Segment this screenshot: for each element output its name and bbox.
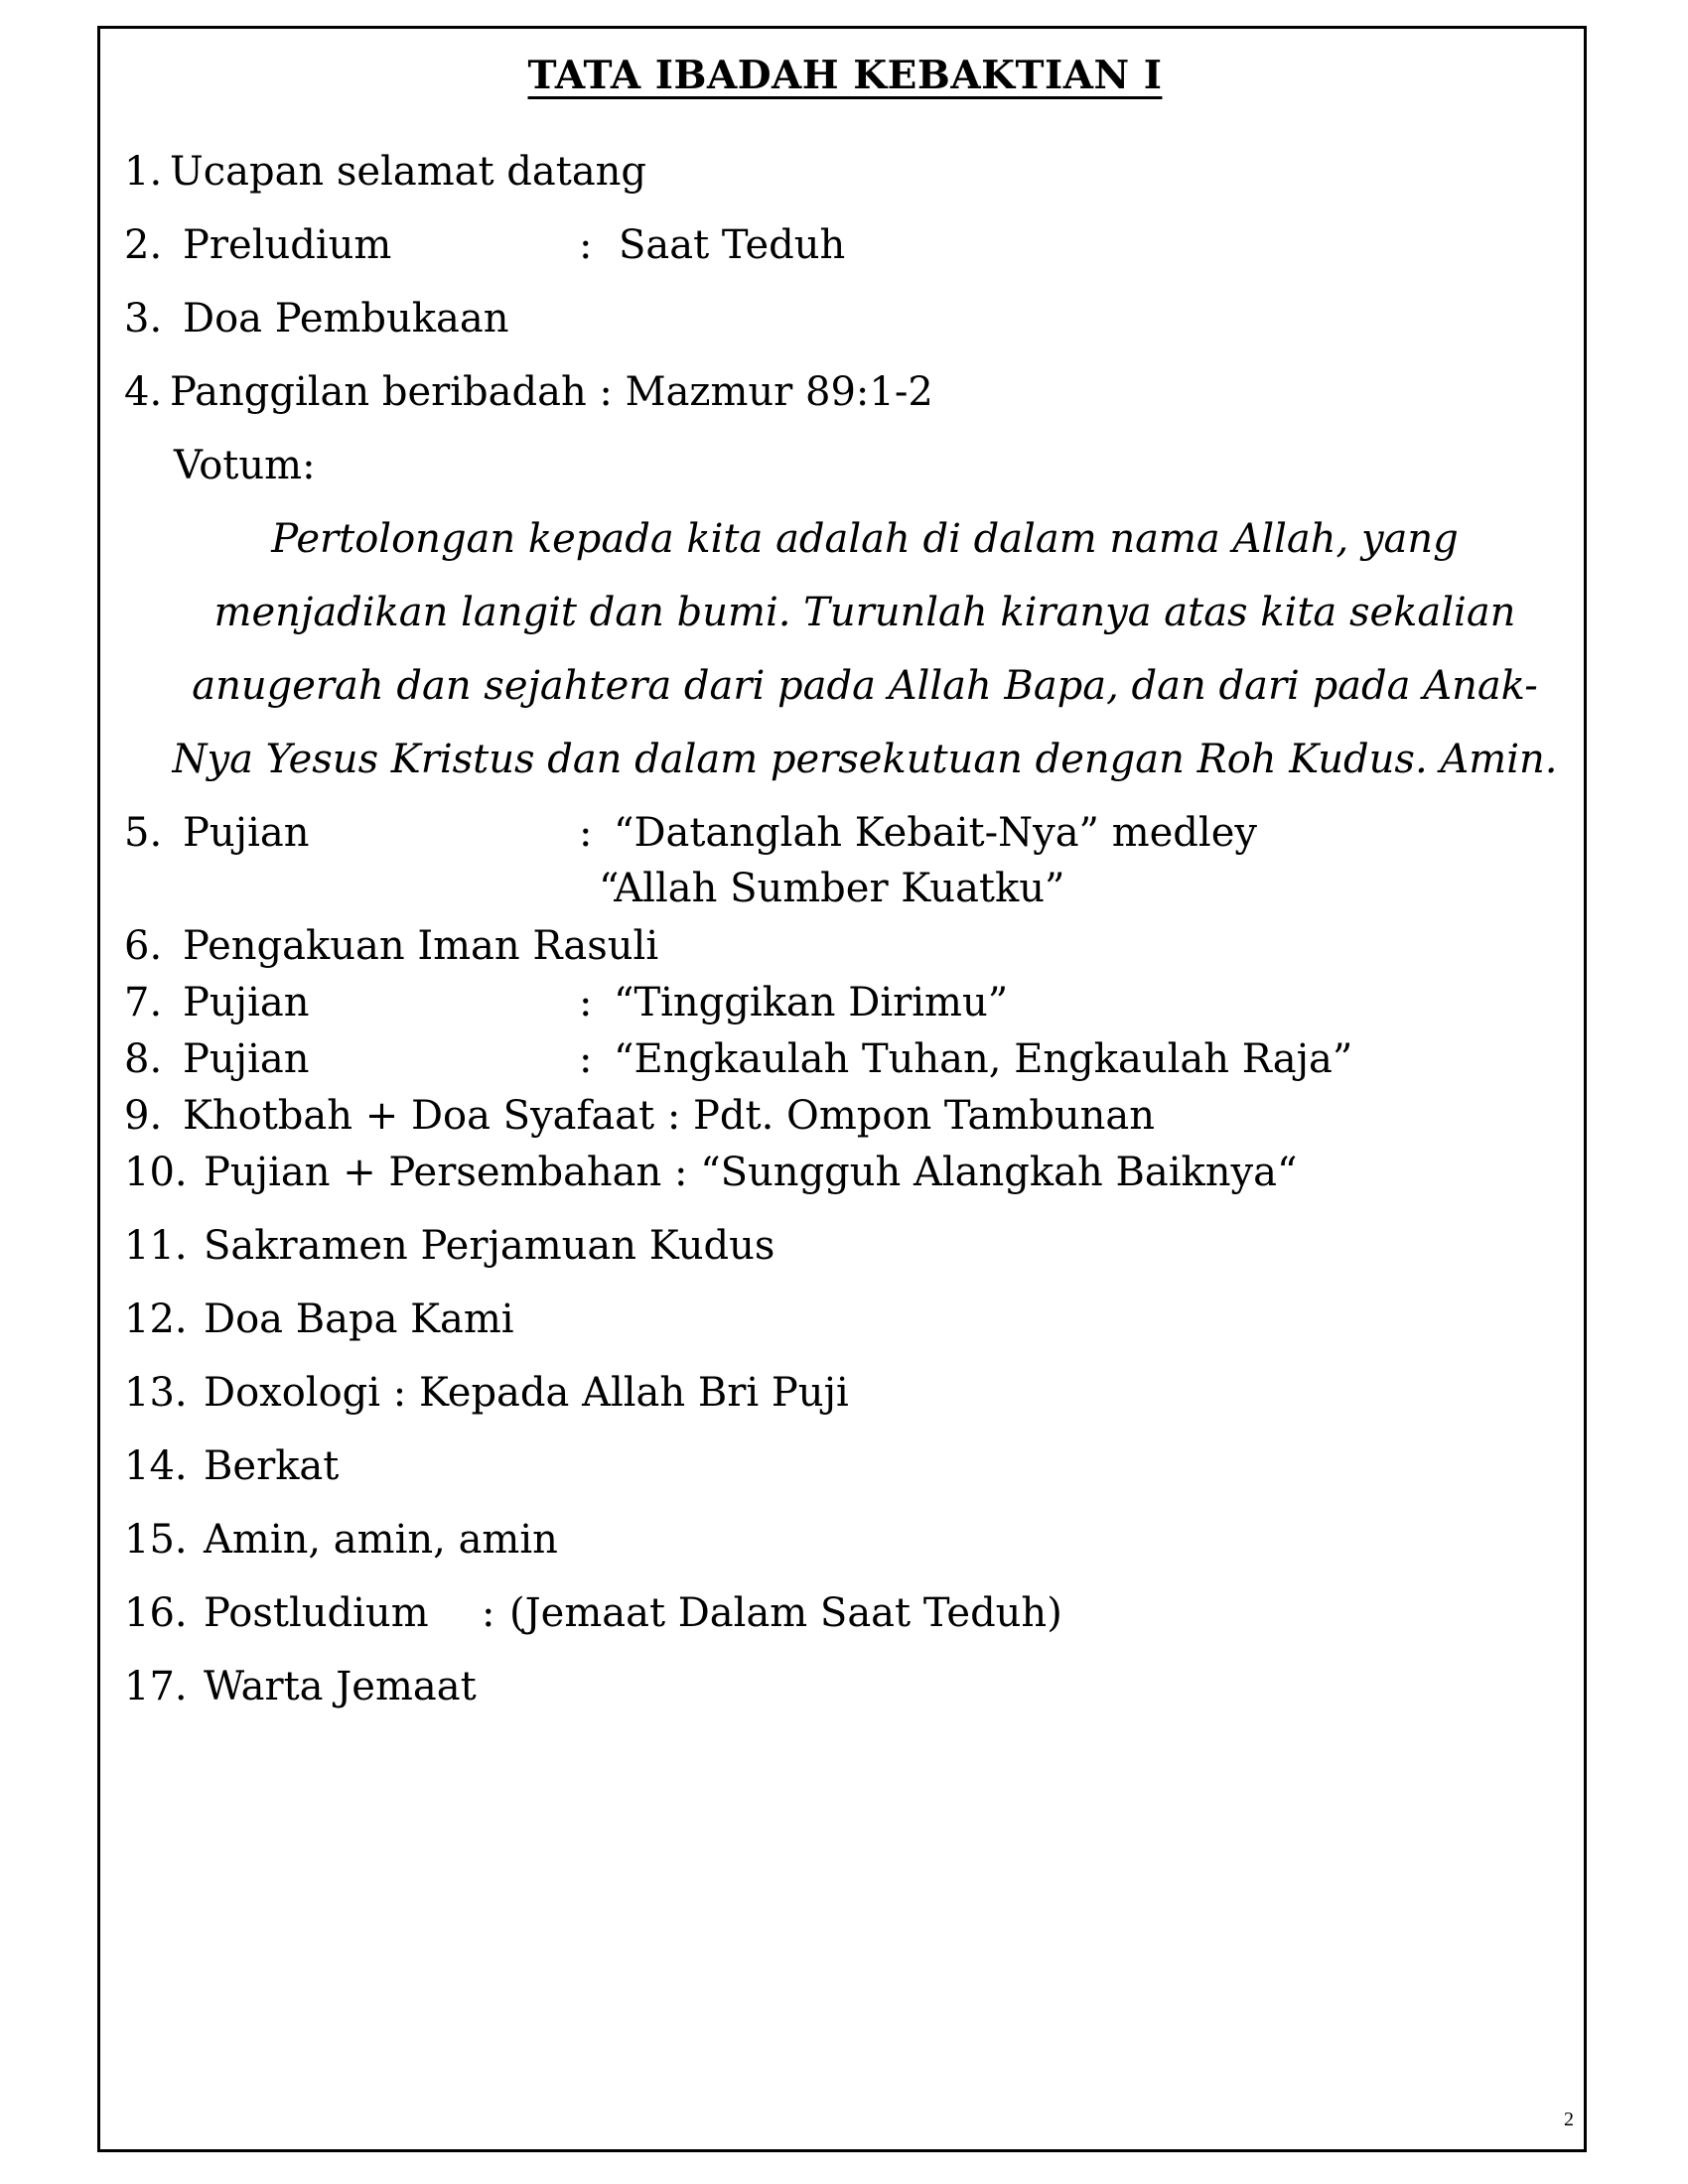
item-value: (Jemaat Dalam Saat Teduh) [509, 1590, 1062, 1636]
item-colon: : [579, 810, 593, 856]
item-value: “Engkaulah Tuhan, Engkaulah Raja” [614, 1036, 1353, 1082]
item-number: 11. [124, 1223, 188, 1269]
item-number: 14. [124, 1443, 188, 1489]
item-label: Ucapan selamat datang [170, 149, 647, 195]
item-label: Amin, amin, amin [204, 1517, 558, 1563]
item-number: 15. [124, 1517, 188, 1563]
item-colon: : [579, 222, 593, 268]
page-number: 2 [1564, 2109, 1574, 2130]
item-number: 8. [124, 1036, 163, 1082]
item-number: 1. [124, 149, 163, 195]
item-colon: : [579, 980, 593, 1025]
item-label: Pujian + Persembahan : “Sungguh Alangkah Baiknya“ [204, 1150, 1298, 1195]
item-label: Pujian [183, 980, 310, 1025]
item-label: Sakramen Perjamuan Kudus [204, 1223, 775, 1269]
item-label: Doa Bapa Kami [204, 1297, 514, 1342]
item-number: 7. [124, 980, 163, 1025]
item-label: Khotbah + Doa Syafaat : Pdt. Ompon Tambunan [183, 1093, 1156, 1139]
item-label: Preludium [183, 222, 392, 268]
item-number: 2. [124, 222, 163, 268]
item-number: 16. [124, 1590, 188, 1636]
votum-label: Votum: [174, 443, 316, 488]
votum-line: menjadikan langit dan bumi. Turunlah kiranya atas kita sekalian [213, 590, 1516, 635]
item-label: Doxologi : Kepada Allah Bri Puji [204, 1370, 849, 1416]
item-number: 10. [124, 1150, 188, 1195]
item-number: 5. [124, 810, 163, 856]
item-number: 3. [124, 296, 163, 341]
item-label: Doa Pembukaan [183, 296, 509, 341]
item-label: Pujian [183, 810, 310, 856]
item-number: 12. [124, 1297, 188, 1342]
item-label: Warta Jemaat [204, 1664, 477, 1709]
item-number: 9. [124, 1093, 163, 1139]
item-value: “Datanglah Kebait-Nya” medley [614, 810, 1257, 856]
item-number: 13. [124, 1370, 188, 1416]
votum-line: anugerah dan sejahtera dari pada Allah Bapa, dan dari pada Anak- [192, 663, 1538, 709]
item-colon: : [482, 1590, 495, 1636]
item-number: 17. [124, 1664, 188, 1709]
page-border [97, 26, 1587, 2152]
item-label: Panggilan beribadah : Mazmur 89:1-2 [170, 369, 933, 415]
item-label: Pujian [183, 1036, 310, 1082]
item-number: 4. [124, 369, 163, 415]
item-label: Postludium [204, 1590, 429, 1636]
item-value: Saat Teduh [619, 222, 846, 268]
votum-line: Nya Yesus Kristus dan dalam persekutuan dengan Roh Kudus. Amin. [172, 737, 1558, 782]
document-title: TATA IBADAH KEBAKTIAN I [527, 53, 1163, 98]
item-colon: : [579, 1036, 593, 1082]
item-value: “Tinggikan Dirimu” [614, 980, 1009, 1025]
item-number: 6. [124, 923, 163, 969]
item-value-continued: “Allah Sumber Kuatku” [599, 866, 1065, 911]
item-label: Berkat [204, 1443, 340, 1489]
item-label: Pengakuan Iman Rasuli [183, 923, 659, 969]
votum-line: Pertolongan kepada kita adalah di dalam nama Allah, yang [271, 516, 1459, 562]
